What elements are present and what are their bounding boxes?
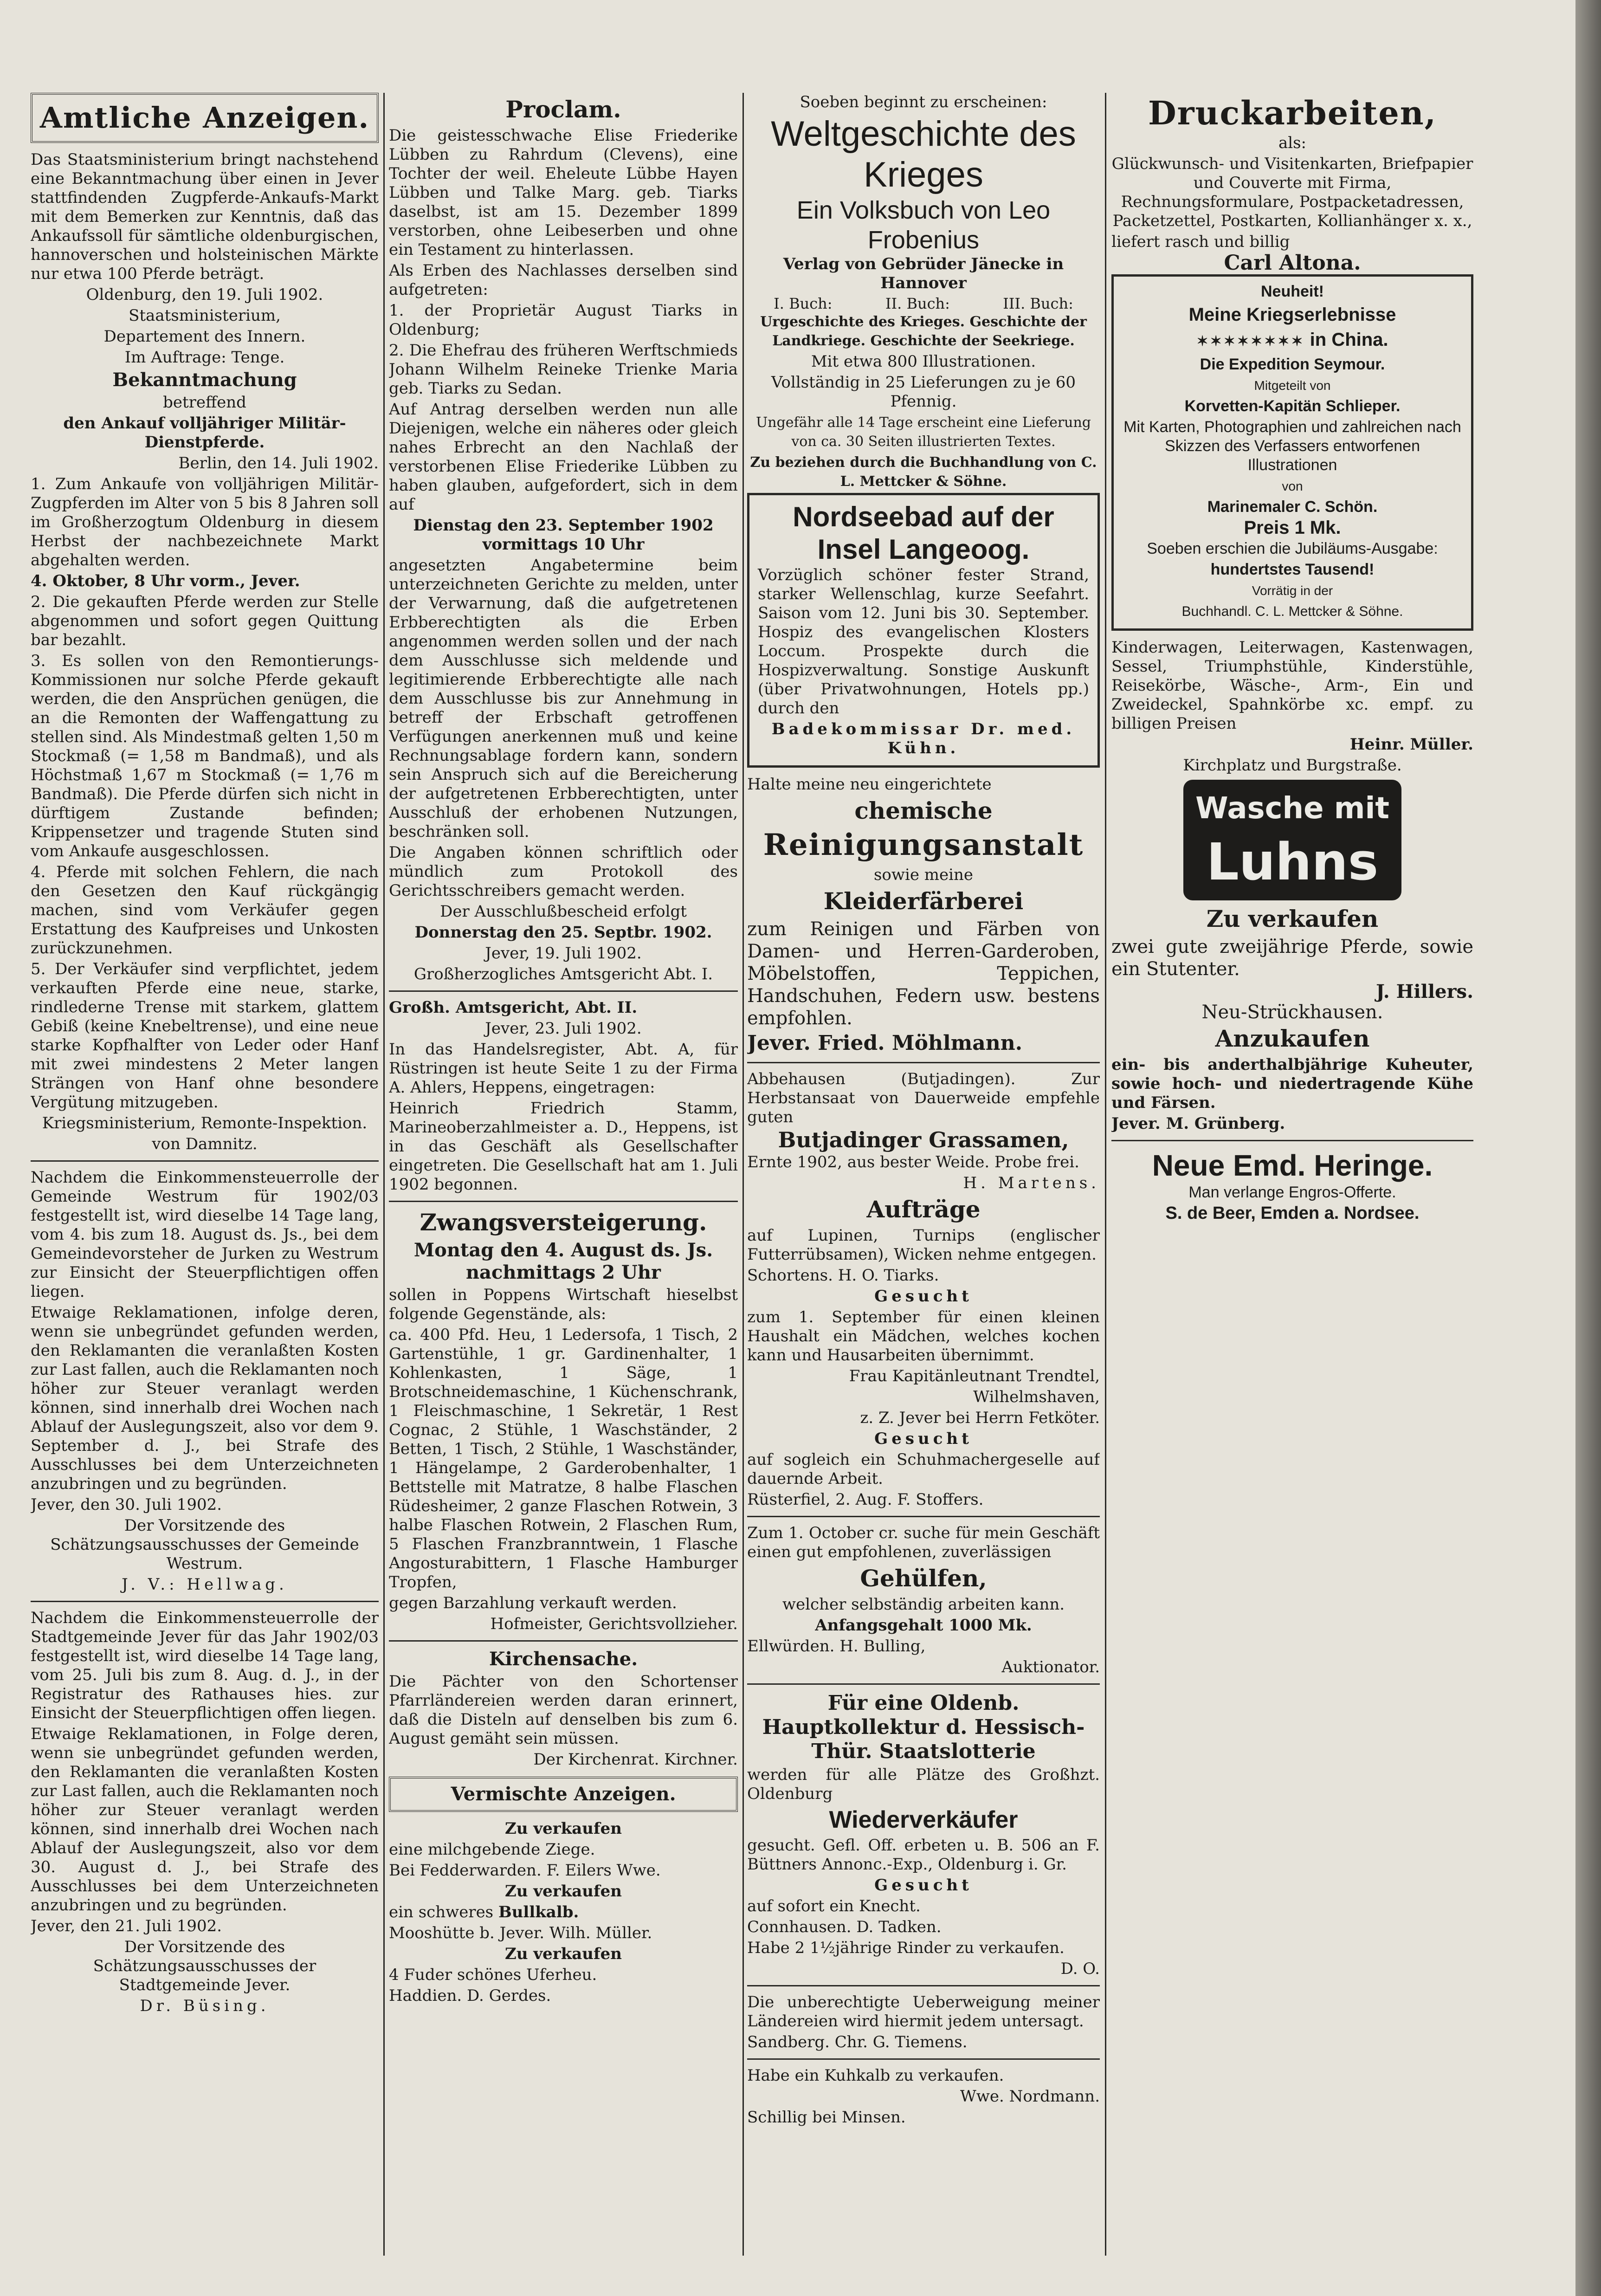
luhns-ad bbox=[1183, 780, 1401, 900]
dry-cleaning-text: zum Reinigen und Färben von Damen- und Herren-Garderoben, Möbelstoffen, Teppichen, Handschuhen, Federn usw. bestens empfohlen. bbox=[747, 918, 1100, 1029]
for-sale-heading: Zu verkaufen bbox=[505, 1819, 622, 1838]
dry-cleaning-heading: Reinigungsanstalt bbox=[763, 828, 1084, 862]
register-heading: Großh. Amtsgericht, Abt. II. bbox=[389, 998, 638, 1017]
assistant-wanted-text: welcher selbständig arbeiten kann. bbox=[782, 1595, 1065, 1614]
divider bbox=[389, 1640, 738, 1642]
orders-text: auf Lupinen, Turnips (englischer Futterrübsamen), Wicken nehme entgegen. bbox=[747, 1226, 1100, 1264]
wanted-text: auf sofort ein Knecht. bbox=[747, 1897, 921, 1915]
trespass-text: Die unberechtigte Ueberweigung meiner Ländereien wird hiermit jedem untersagt. bbox=[747, 1993, 1100, 2031]
proclam-date: Jever, 19. Juli 1902. bbox=[485, 944, 642, 963]
auction-text: gegen Barzahlung verkauft werden. bbox=[389, 1594, 677, 1612]
wanted-signature: Connhausen. D. Tadken. bbox=[747, 1918, 942, 1936]
proclam-term: Dienstag den 23. September 1902 vormittags 10 Uhr bbox=[413, 516, 714, 554]
china-author: Korvetten-Kapitän Schlieper. bbox=[1184, 397, 1401, 415]
assistant-wanted-text: Zum 1. October cr. suche für mein Geschäft einen gut empfohlenen, zuverlässigen bbox=[747, 1524, 1100, 1561]
tax-notice-text: Nachdem die Einkommensteuerrolle der Stadtgemeinde Jever für das Jahr 1902/03 festgestellt ist, wird dieselbe 14 Tage lang, vom 25. Juli bis zum 8. Aug. d. J., in der Registratur des Rathauses hies. zur Einsicht der Steuerpflichtigen offen liegen. bbox=[31, 1609, 379, 1722]
china-book-ad bbox=[1111, 274, 1473, 631]
for-sale-heading: Zu verkaufen bbox=[505, 1882, 622, 1901]
printing-text: Glückwunsch- und Visitenkarten, Briefpapier und Couverte mit Firma, Rechnungsformulare, Postpacketadressen, Packetzettel, Postkarten, Kollianhänger x. x., bbox=[1111, 155, 1473, 230]
prams-signature: Heinr. Müller. bbox=[1349, 735, 1473, 754]
notice-signature: Departement des Innern. bbox=[103, 327, 306, 346]
lottery-text: werden für alle Plätze des Großhzt. Oldenburg bbox=[747, 1766, 1100, 1803]
tax-notice-text: Etwaige Reklamationen, in Folge deren, wenn sie unbegründet gefunden werden, den Reklamanten die veranlaßten Kosten zur Last fallen, auch die Reklamanten noch höher zur Steuer veranlagt werden können, sind innerhalb drei Wochen nach Ablauf der Auslegungszeit, also vor dem 30. August d. J., bei Strafe des Ausschlusses bei dem Unterzeichneten anzubringen und zu begründen. bbox=[31, 1725, 379, 1914]
tax-notice-signature: Dr. Büsing. bbox=[140, 1997, 270, 2015]
ad-signature: Bei Fedderwarden. F. Eilers Wwe. bbox=[389, 1861, 661, 1880]
china-text: Vorrätig in der bbox=[1252, 583, 1333, 598]
announcement-paragraph: 2. Die gekauften Pferde werden zur Stelle abgenommen und sofort gegen Quittung bar bezahlt. bbox=[31, 593, 379, 649]
book-ad-subtitle: Ein Volksbuch von Leo Frobenius bbox=[796, 196, 1051, 254]
proclam-term: Donnerstag den 25. Septbr. 1902. bbox=[414, 923, 712, 942]
horses-text: zwei gute zweijährige Pferde, sowie ein Stutenter. bbox=[1111, 936, 1473, 980]
notice-text: Das Staatsministerium bringt nachstehend eine Bekanntmachung über einen in Jever stattfindenden Zugpferde-Ankaufs-Markt mit dem Bemerken zur Kenntnis, daß das Ankaufssoll für sämtliche oldenburgischen, hannoverschen und holsteinischen Märkte nur etwa 100 Pferde beträgt. bbox=[31, 150, 379, 283]
tax-notice-text: Nachdem die Einkommensteuerrolle der Gemeinde Westrum für 1902/03 festgestellt ist, wird dieselbe 14 Tage lang, vom 4. bis zum 18. August ds. Js., bei dem Gemeindevorsteher de Jurken zu Westrum zur Einsicht der Steuerpflichtigen offen liegen. bbox=[31, 1168, 379, 1301]
column-2 bbox=[389, 93, 738, 2265]
china-title bbox=[1122, 328, 1463, 353]
proclam-signature: Großherzogliches Amtsgericht Abt. I. bbox=[413, 965, 713, 983]
herring-heading: Neue Emd. Heringe. bbox=[1152, 1149, 1433, 1182]
book-ad-publisher: Verlag von Gebrüder Jänecke in Hannover bbox=[783, 255, 1064, 292]
announcement-title: Bekanntmachung bbox=[112, 369, 297, 391]
book-ad-seller: Zu beziehen durch die Buchhandlung von C. L. Mettcker & Söhne. bbox=[750, 454, 1097, 490]
announcement-paragraph: 5. Der Verkäufer sind verpflichtet, jedem verkauften Pferde eine neue, starke, rindlederne Trense mit starkem, glattem Gebiß (keine Knebeltrense), und eine neue starke Kopfhalfter von Leder oder Hanf mit zwei mindestens 2 Meter langen Strängen von Hanf ohne besondere Vergütung mitzugeben. bbox=[31, 960, 379, 1112]
announcement-paragraph: 4. Pferde mit solchen Fehlern, die nach den Gesetzen den Kauf rückgängig machen, sind vom Verkäufer gegen Erstattung des Kaufpreises und Unkosten zurückzunehmen. bbox=[31, 863, 379, 957]
orders-signature: Schortens. H. O. Tiarks. bbox=[747, 1266, 939, 1285]
wanted-heading: Gesucht bbox=[874, 1876, 973, 1895]
auction-items: ca. 400 Pfd. Heu, 1 Ledersofa, 1 Tisch, 2 Gartenstühle, 1 gr. Gardinenhalter, 1 Kohlenkasten, 1 Säge, 1 Brotschneidemaschine, 1 Küchenschrank, 1 Fleischmaschine, 1 Sekretär, 1 Rest Cognac, 2 Stühle, 1 Waschständer, 2 Betten, 1 Tisch, 2 Stühle, 1 Waschständer, 1 Hängelampe, 2 Garderobenhalter, 1 Bettstelle mit Matratze, 8 halbe Flaschen Rüdesheimer, 2 ganze Flaschen Rotwein, 3 halbe Flaschen Rotwein, 2 Flaschen Rum, 5 Flaschen Franzbranntwein, 1 Flasche Angosturabittern, 1 Flasche Hamburger Tropfen, bbox=[389, 1326, 738, 1591]
wanted-signature: Frau Kapitänleutnant Trendtel, bbox=[849, 1367, 1100, 1385]
china-illustrator: Marinemaler C. Schön. bbox=[1207, 498, 1378, 516]
ad-signature: Haddien. D. Gerdes. bbox=[389, 1986, 551, 2005]
luhns-brand: Luhns bbox=[1206, 832, 1379, 892]
assistant-wanted-heading: Gehülfen, bbox=[860, 1565, 987, 1592]
china-novelty: Neuheit! bbox=[1261, 283, 1324, 300]
auction-text: sollen in Poppens Wirtschaft hieselbst folgende Gegenstände, als: bbox=[389, 1286, 738, 1323]
ad-text: 4 Fuder schönes Uferheu. bbox=[389, 1966, 597, 1984]
proclam-text: Als Erben des Nachlasses derselben sind aufgetreten: bbox=[389, 261, 738, 299]
dry-cleaning-heading: chemische bbox=[854, 797, 993, 824]
horses-signature: J. Hillers. bbox=[1375, 981, 1473, 1002]
official-notices-header bbox=[31, 93, 379, 143]
announcement-signature: Kriegsministerium, Remonte-Inspektion. bbox=[42, 1114, 368, 1132]
divider bbox=[389, 1201, 738, 1202]
grass-seed-signature: H. Martens. bbox=[963, 1174, 1100, 1192]
divider bbox=[747, 1062, 1100, 1063]
misc-ads-header bbox=[389, 1777, 738, 1812]
tax-notice-date: Jever, den 30. Juli 1902. bbox=[31, 1495, 222, 1514]
official-notices-title: Amtliche Anzeigen. bbox=[39, 101, 370, 135]
church-notice-signature: Der Kirchenrat. Kirchner. bbox=[533, 1750, 738, 1769]
wanted-signature: Rüsterfiel, 2. Aug. F. Stoffers. bbox=[747, 1490, 984, 1509]
proclam-text: Der Ausschlußbescheid erfolgt bbox=[440, 902, 687, 921]
calf-signature: Wwe. Nordmann. bbox=[960, 2087, 1100, 2106]
dry-cleaning-intro: Halte meine neu eingerichtete bbox=[747, 775, 992, 794]
divider bbox=[1111, 1140, 1473, 1141]
wanted-signature: Wilhelmshaven, bbox=[973, 1388, 1100, 1406]
register-text: In das Handelsregister, Abt. A, für Rüstringen ist heute Seite 1 zu der Firma A. Ahlers, Heppens, eingetragen: bbox=[389, 1040, 738, 1097]
column-rule bbox=[1105, 93, 1106, 2256]
china-seller: Buchhandl. C. L. Mettcker & Söhne. bbox=[1181, 604, 1403, 619]
column-rule bbox=[383, 93, 385, 2256]
trespass-signature: Sandberg. Chr. G. Tiemens. bbox=[747, 2033, 968, 2051]
lottery-heading: Für eine Oldenb. Hauptkollektur d. Hessisch-Thür. Staatslotterie bbox=[762, 1691, 1085, 1763]
page-edge bbox=[1575, 0, 1601, 2296]
announcement-paragraph: 1. Zum Ankaufe von volljährigen Militär-Zugpferden im Alter von 5 bis 8 Jahren soll im Großherzogtum Oldenburg in diesem Herbst der nachbezeichnete Markt abgehalten werden. bbox=[31, 475, 379, 569]
printing-heading: Druckarbeiten, bbox=[1148, 94, 1437, 132]
china-title: Meine Kriegserlebnisse bbox=[1188, 304, 1396, 325]
printing-text: als: bbox=[1278, 134, 1307, 152]
column-4 bbox=[1111, 93, 1473, 2265]
tax-notice-signature: J. V.: Hellwag. bbox=[122, 1575, 288, 1594]
china-edition: hundertstes Tausend! bbox=[1210, 561, 1375, 578]
prams-text: Kinderwagen, Leiterwagen, Kastenwagen, Sessel, Triumphstühle, Kinderstühle, Reisekörbe, Wäsche-, Arm-, Ein und Zweideckel, Spahnkörbe xc. empf. zu billigen Preisen bbox=[1111, 638, 1473, 733]
china-text: Mit Karten, Photographien und zahlreichen nach Skizzen des Verfassers entworfenen Illustrationen bbox=[1123, 418, 1461, 474]
announcement-subtitle: den Ankauf volljähriger Militär-Dienstpferde. bbox=[63, 414, 346, 452]
china-price: Preis 1 Mk. bbox=[1244, 517, 1341, 538]
wanted-heading: Gesucht bbox=[874, 1429, 973, 1448]
langeoog-signature: Badekommissar Dr. med. Kühn. bbox=[771, 720, 1076, 757]
langeoog-ad bbox=[747, 493, 1100, 768]
register-date: Jever, 23. Juli 1902. bbox=[485, 1019, 642, 1038]
dry-cleaning-signature: Jever. Fried. Möhlmann. bbox=[747, 1031, 1023, 1055]
book-part-label: II. Buch: bbox=[885, 295, 950, 312]
wanted-heading: Gesucht bbox=[874, 1287, 973, 1306]
buying-signature: Jever. M. Grünberg. bbox=[1111, 1114, 1285, 1133]
grass-seed-heading: Butjadinger Grassamen, bbox=[778, 1127, 1069, 1152]
wanted-signature: z. Z. Jever bei Herrn Fetköter. bbox=[860, 1409, 1100, 1427]
divider bbox=[31, 1160, 379, 1162]
ad-text bbox=[389, 1903, 738, 1922]
tax-notice-signature: Der Vorsitzende des Schätzungsausschusses der Stadtgemeinde Jever. bbox=[93, 1938, 316, 1994]
book-ad-text: Mit etwa 800 Illustrationen. bbox=[811, 352, 1036, 371]
cattle-text: Habe 2 1½jährige Rinder zu verkaufen. bbox=[747, 1939, 1065, 1957]
column-rule bbox=[742, 93, 744, 2256]
divider bbox=[747, 1985, 1100, 1986]
china-text: von bbox=[1282, 479, 1303, 493]
book-part-label: I. Buch: bbox=[774, 295, 833, 312]
auction-signature: Hofmeister, Gerichtsvollzieher. bbox=[490, 1615, 738, 1633]
divider bbox=[747, 1516, 1100, 1517]
book-ad-parts bbox=[747, 295, 1100, 312]
proclam-text: Die geistesschwache Elise Friederike Lübben zu Rahrdum (Clevens), eine Tochter der weil. Eheleute Lübbe Hayen Lübben und Talke Marg. geb. Tiarks daselbst, ist am 15. Dezember 1899 verstorben, ohne Leibeserben und ohne ein Testament zu hinterlassen. bbox=[389, 126, 738, 259]
china-text: Mitgeteilt von bbox=[1254, 378, 1331, 393]
calf-text: Habe ein Kuhkalb zu verkaufen. bbox=[747, 2066, 1004, 2085]
book-part-titles: Urgeschichte des Krieges. Geschichte der Landkriege. Geschichte der Seekriege. bbox=[760, 314, 1087, 349]
book-part-label: III. Buch: bbox=[1003, 295, 1073, 312]
lottery-resellers: Wiederverkäufer bbox=[829, 1806, 1018, 1833]
announcement-market-date: 4. Oktober, 8 Uhr vorm., Jever. bbox=[31, 572, 300, 590]
notice-signature: Staatsministerium, bbox=[129, 306, 281, 325]
prams-address: Kirchplatz und Burgstraße. bbox=[1183, 756, 1402, 775]
book-ad-text: Vollständig in 25 Lieferungen zu je 60 Pfennig. bbox=[771, 373, 1076, 411]
divider bbox=[747, 1683, 1100, 1685]
assistant-salary: Anfangsgehalt 1000 Mk. bbox=[815, 1616, 1032, 1635]
ad-text-part: ein schweres bbox=[389, 1903, 498, 1921]
stars-ornament: ✶✶✶✶✶✶✶✶ bbox=[1196, 334, 1305, 349]
ad-text: eine milchgebende Ziege. bbox=[389, 1840, 595, 1859]
for-sale-heading: Zu verkaufen bbox=[505, 1945, 622, 1963]
herring-text: Man verlange Engros-Offerte. bbox=[1188, 1184, 1396, 1201]
proclam-text: angesetzten Angabetermine beim unterzeichneten Gerichte zu melden, unter der Verwarnung, daß die aufgetretenen Erbberechtigten als die Erben angenommen werden sollen und der nach dem Ausschlusse sich meldende und legitimierende Erbberechtigte alle nach dem Ausschlusse bis zur Annehmung in betreff der Erbschaft getroffenen Verfügungen anerkennen muß und keine Rechnungsablage fordern kann, sondern sein Anspruch sich auf die Bereicherung der aufgetretenen Erbberechtigten, unter Ausschluß der erhobenen Nutzungen, beschränken soll. bbox=[389, 556, 738, 841]
proclam-title: Proclam. bbox=[505, 96, 621, 123]
auction-title: Zwangsversteigerung. bbox=[420, 1209, 707, 1236]
langeoog-text: Vorzüglich schöner fester Strand, starker Wellenschlag, kurze Seefahrt. Saison vom 12. Juni bis 30. September. Hospiz des evangelischen Klosters Loccum. Prospekte durch die Hospizverwaltung. Sonstige Auskunft (über Privatwohnungen, Hotels pp.) durch den bbox=[758, 566, 1089, 718]
proclam-list-item: 1. der Proprietär August Tiarks in Oldenburg; bbox=[389, 301, 738, 339]
divider bbox=[747, 2058, 1100, 2060]
china-text: Soeben erschien die Jubiläums-Ausgabe: bbox=[1147, 540, 1438, 557]
herring-signature: S. de Beer, Emden a. Nordsee. bbox=[1165, 1203, 1420, 1223]
assistant-signature: Auktionator. bbox=[1001, 1658, 1100, 1676]
church-notice-text: Die Pächter von den Schortenser Pfarrländereien werden daran erinnert, daß die Disteln auf denselben bis zum 6. August gemäht sein müssen. bbox=[389, 1672, 738, 1748]
register-text: Heinrich Friedrich Stamm, Marineoberzahlmeister a. D., Heppens, ist in das Geschäft als Gesellschafter eingetreten. Die Gesellschaft hat am 1. Juli 1902 begonnen. bbox=[389, 1099, 738, 1194]
cattle-signature: D. O. bbox=[1060, 1960, 1100, 1978]
wanted-text: auf sogleich ein Schuhmachergeselle auf dauernde Arbeit. bbox=[747, 1450, 1100, 1488]
announcement-subtitle: betreffend bbox=[163, 393, 246, 412]
church-notice-title: Kirchensache. bbox=[489, 1648, 638, 1670]
auction-date: Montag den 4. August ds. Js. nachmittags 2 Uhr bbox=[413, 1239, 713, 1283]
announcement-date: Berlin, den 14. Juli 1902. bbox=[178, 454, 379, 472]
notice-date: Oldenburg, den 19. Juli 1902. bbox=[86, 285, 323, 304]
printing-text: liefert rasch und billig bbox=[1111, 233, 1290, 251]
ad-text-emphasis: Bullkalb. bbox=[498, 1903, 579, 1921]
china-subtitle: Die Expedition Seymour. bbox=[1200, 356, 1385, 373]
tax-notice-text: Etwaige Reklamationen, infolge deren, wenn sie unbegründet gefunden werden, den Reklamanten die veranlaßten Kosten zur Last fallen, auch die Reklamanten noch höher zur Steuer veranlagt werden können, sind innerhalb drei Wochen nach Ablauf der Auslegungszeit, also vor dem 9. September d. J., bei Strafe des Ausschlusses bei dem Unterzeichneten anzubringen und zu begründen. bbox=[31, 1303, 379, 1493]
horses-address: Neu-Strückhausen. bbox=[1201, 1002, 1383, 1023]
notice-signature: Im Auftrage: Tenge. bbox=[124, 348, 285, 367]
buying-text: ein- bis anderthalbjährige Kuheuter, sowie hoch- und niedertragende Kühe und Färsen. bbox=[1111, 1055, 1473, 1112]
grass-seed-text: Abbehausen (Butjadingen). Zur Herbstansaat von Dauerweide empfehle guten bbox=[747, 1070, 1100, 1126]
book-ad-text: Ungefähr alle 14 Tage erscheint eine Lieferung von ca. 30 Seiten illustrierten Textes. bbox=[755, 414, 1091, 450]
orders-heading: Aufträge bbox=[866, 1196, 981, 1223]
buying-heading: Anzukaufen bbox=[1215, 1025, 1370, 1052]
proclam-list-item: 2. Die Ehefrau des früheren Werftschmieds Johann Wilhelm Reineke Trienke Maria geb. Tiarks zu Sedan. bbox=[389, 341, 738, 398]
langeoog-title: Nordseebad auf der Insel Langeoog. bbox=[793, 501, 1054, 565]
divider bbox=[31, 1601, 379, 1602]
proclam-text: Die Angaben können schriftlich oder mündlich zum Protokoll des Gerichtsschreibers gemacht werden. bbox=[389, 843, 738, 900]
assistant-signature: Ellwürden. H. Bulling, bbox=[747, 1637, 926, 1656]
luhns-slogan: Wasche mit bbox=[1195, 791, 1389, 826]
printing-signature: Carl Altona. bbox=[1224, 251, 1361, 275]
book-ad-title: Weltgeschichte des Krieges bbox=[771, 114, 1076, 194]
misc-ads-title: Vermischte Anzeigen. bbox=[451, 1783, 676, 1805]
calf-signature: Schillig bei Minsen. bbox=[747, 2108, 906, 2127]
proclam-text: Auf Antrag derselben werden nun alle Diejenigen, welche ein näheres oder gleich nahes Erbrecht an den Nachlaß der verstorbenen Elise Friederike Lübben zu haben glauben, aufgefordert, sich in dem auf bbox=[389, 400, 738, 514]
announcement-paragraph: 3. Es sollen von den Remontierungs-Kommissionen nur solche Pferde gekauft werden, die den Ansprüchen genügen, die an die Remonten der Waffengattung zu stellen sind. Als Mindestmaß gelten 1,50 m Stockmaß (= 1,58 m Bandmaß), und als Höchstmaß 1,67 m Stockmaß (= 1,76 m Bandmaß). Die Pferde dürfen sich nicht in dürftigem Zustande befinden; Krippensetzer und tragende Stuten sind vom Ankaufe ausgeschlossen. bbox=[31, 652, 379, 860]
wanted-text: zum 1. September für einen kleinen Haushalt ein Mädchen, welches kochen kann und Hausarbeiten übernimmt. bbox=[747, 1308, 1100, 1365]
tax-notice-date: Jever, den 21. Juli 1902. bbox=[31, 1917, 222, 1935]
for-sale-heading: Zu verkaufen bbox=[1206, 905, 1379, 932]
announcement-signature: von Damnitz. bbox=[152, 1135, 258, 1153]
ad-signature: Mooshütte b. Jever. Wilh. Müller. bbox=[389, 1924, 652, 1942]
dry-cleaning-text: sowie meine bbox=[873, 866, 974, 884]
book-ad-intro: Soeben beginnt zu erscheinen: bbox=[800, 93, 1047, 111]
column-3 bbox=[747, 93, 1100, 2265]
column-1 bbox=[31, 93, 379, 2265]
tax-notice-signature: Der Vorsitzende des Schätzungsausschusses der Gemeinde Westrum. bbox=[50, 1516, 359, 1573]
dry-cleaning-heading: Kleiderfärberei bbox=[823, 887, 1024, 915]
divider bbox=[389, 990, 738, 992]
grass-seed-text: Ernte 1902, aus bester Weide. Probe frei. bbox=[747, 1153, 1079, 1171]
china-title-part: in China. bbox=[1310, 330, 1388, 350]
lottery-text: gesucht. Gefl. Off. erbeten u. B. 506 an F. Büttners Annonc.-Exp., Oldenburg i. Gr. bbox=[747, 1836, 1100, 1874]
